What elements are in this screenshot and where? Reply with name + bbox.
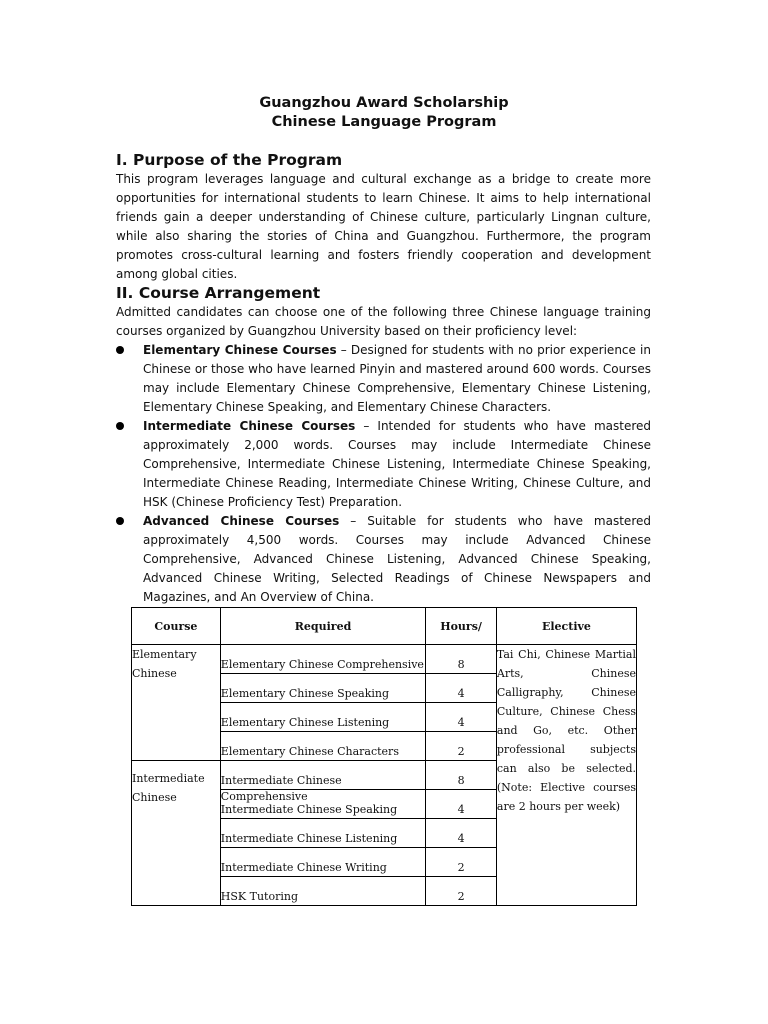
elective-description: Tai Chi, Chinese Martial Arts, Chinese Calligraphy, Chinese Culture, Chinese Chess and Go, etc. Other professional subjects can also be selected. (Note: Elective courses are 2 hours per week) <box>496 645 636 906</box>
bullet-description: – Suitable for students who have mastered approximately 4,500 words. Courses may include Advanced Chinese Comprehensive, Advanced Chinese Listening, Advanced Chinese Speaking, Advanced Chinese Writing, Selected Readings of Chinese Newspapers and Magazines, and An Overview of China. <box>143 514 651 604</box>
course-hours: 2 <box>426 732 497 761</box>
course-hours: 4 <box>426 819 497 848</box>
document-subtitle: Chinese Language Program <box>271 114 497 130</box>
course-hours: 4 <box>426 790 497 819</box>
bullet-description: – Designed for students with no prior experience in Chinese or those who have learned Pinyin and mastered around 600 words. Courses may include Elementary Chinese Comprehensive, Elementary Chinese Listening, Elementary Chinese Speaking, and Elementary Chinese Characters. <box>143 343 651 414</box>
group-intermediate: Intermediate Chinese <box>132 761 221 906</box>
group-elementary: Elementary Chinese <box>132 645 221 761</box>
required-course: Elementary Chinese Characters <box>220 732 425 761</box>
required-course: Elementary Chinese Comprehensive <box>220 645 425 674</box>
purpose-paragraph: This program leverages language and cultural exchange as a bridge to create more opportunities for international students to learn Chinese. It aims to help international friends gain a deeper understanding of Chinese culture, particularly Lingnan culture, while also sharing the stories of China and Guangzhou. Furthermore, the program promotes cross-cultural learning and fosters friendly cooperation and development among global cities. <box>116 172 651 281</box>
course-hours: 8 <box>426 645 497 674</box>
bullet-text <box>143 417 651 512</box>
required-course: Elementary Chinese Speaking <box>220 674 425 703</box>
bullet-icon <box>116 346 124 354</box>
course-table <box>131 607 637 906</box>
table-row <box>132 645 637 674</box>
course-arrangement-heading: II. Course Arrangement <box>116 284 321 302</box>
course-hours: 8 <box>426 761 497 790</box>
bullet-text <box>143 512 651 607</box>
bullet-label: Advanced Chinese Courses <box>143 514 340 528</box>
header-elective: Elective <box>496 608 636 645</box>
course-hours: 4 <box>426 674 497 703</box>
bullet-description: – Intended for students who have mastered approximately 2,000 words. Courses may include Intermediate Chinese Comprehensive, Intermediate Chinese Listening, Intermediate Chinese Speaking, Intermediate Chinese Reading, Intermediate Chinese Writing, Chinese Culture, and HSK (Chinese Proficiency Test) Preparation. <box>143 419 651 509</box>
required-course: Elementary Chinese Listening <box>220 703 425 732</box>
document-title: Guangzhou Award Scholarship <box>259 95 509 111</box>
course-hours: 4 <box>426 703 497 732</box>
bullet-label: Elementary Chinese Courses <box>143 343 337 357</box>
required-course: HSK Tutoring <box>220 877 425 906</box>
table-header-row <box>132 608 637 645</box>
header-course: Course <box>132 608 221 645</box>
header-hours: Hours/ <box>426 608 497 645</box>
course-hours: 2 <box>426 877 497 906</box>
required-course: Intermediate Chinese Comprehensive <box>220 761 425 790</box>
bullet-text <box>143 341 651 417</box>
course-hours: 2 <box>426 848 497 877</box>
required-course: Intermediate Chinese Speaking <box>220 790 425 819</box>
bullet-label: Intermediate Chinese Courses <box>143 419 356 433</box>
bullet-icon <box>116 517 124 525</box>
required-course: Intermediate Chinese Writing <box>220 848 425 877</box>
required-course: Intermediate Chinese Listening <box>220 819 425 848</box>
course-arrangement-intro: Admitted candidates can choose one of the following three Chinese language training courses organized by Guangzhou University based on their proficiency level: <box>116 305 651 338</box>
bullet-icon <box>116 422 124 430</box>
purpose-heading: I. Purpose of the Program <box>116 151 343 169</box>
header-required: Required <box>220 608 425 645</box>
